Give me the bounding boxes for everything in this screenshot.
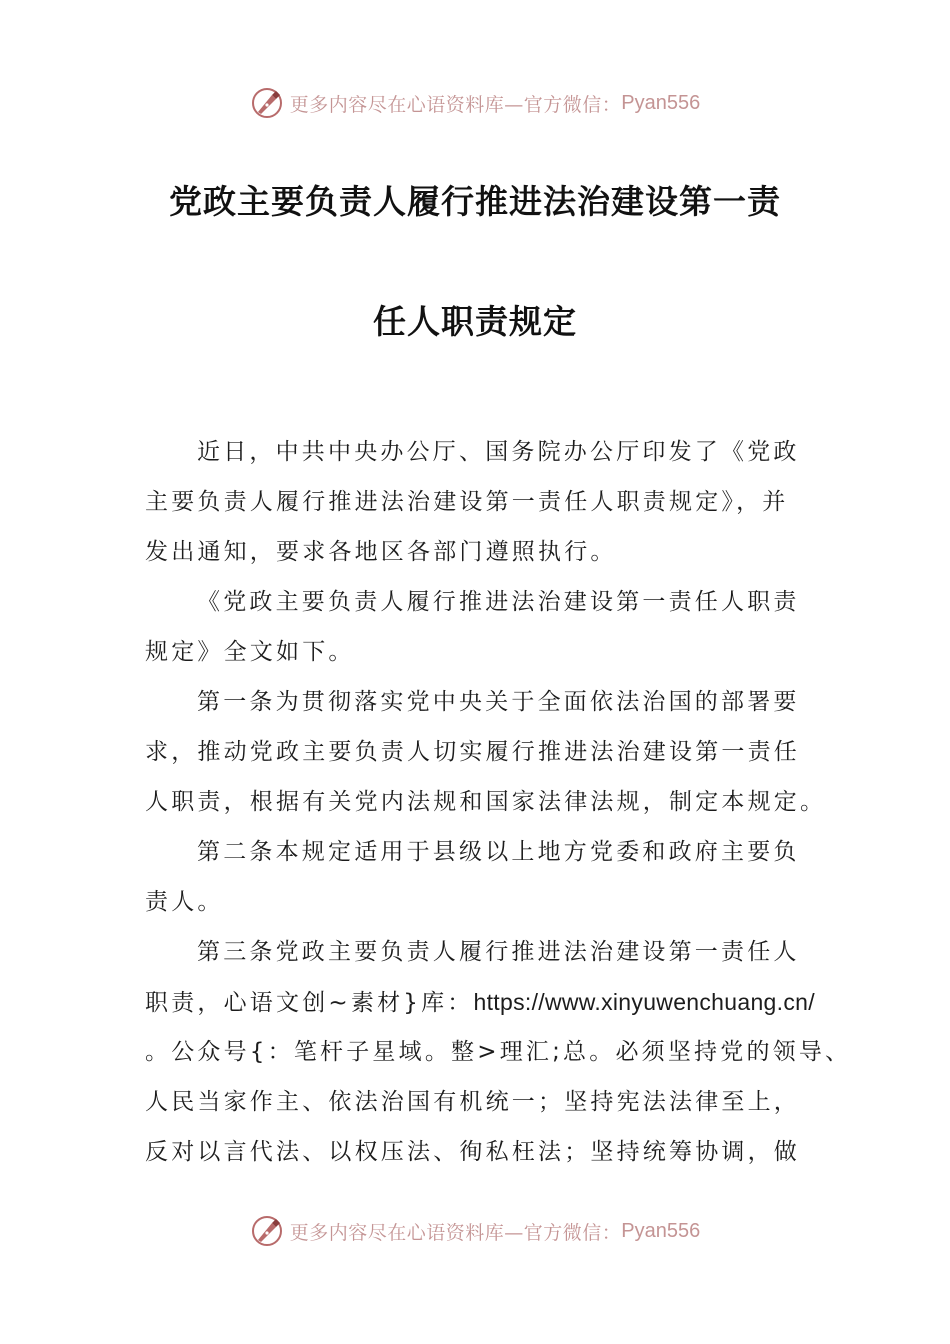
watermark-wechat-id: Pyan556	[621, 91, 701, 114]
body-line-text: 职责，心语文创~素材}库：	[145, 990, 474, 1016]
body-line: 责人。	[145, 889, 224, 915]
watermark-text: 更多内容尽在心语资料库—官方微信：	[289, 1221, 622, 1244]
body-line: 第二条本规定适用于县级以上地方党委和政府主要负	[197, 839, 800, 865]
body-line: 人职责，根据有关党内法规和国家法律法规，制定本规定。	[145, 789, 827, 815]
body-line: 反对以言代法、以权压法、徇私枉法；坚持统筹协调，做	[145, 1139, 800, 1165]
body-line: 第三条党政主要负责人履行推进法治建设第一责任人	[197, 939, 800, 965]
body-line: 第一条为贯彻落实党中央关于全面依法治国的部署要	[197, 689, 800, 715]
body-line-with-url	[145, 977, 825, 1027]
document-title-line-1: 党政主要负责人履行推进法治建设第一责	[169, 182, 781, 221]
pen-nib-logo-icon	[250, 86, 284, 120]
body-line: 发出通知，要求各地区各部门遵照执行。	[145, 539, 617, 565]
document-title-line-2: 任人职责规定	[373, 302, 577, 341]
watermark-text: 更多内容尽在心语资料库—官方微信：	[289, 93, 622, 116]
watermark-banner-top	[0, 80, 950, 126]
body-line: 规定》全文如下。	[145, 639, 355, 665]
body-line: 近日，中共中央办公厅、国务院办公厅印发了《党政	[197, 439, 800, 465]
watermark-banner-bottom	[0, 1208, 950, 1254]
body-line: 《党政主要负责人履行推进法治建设第一责任人职责	[197, 589, 800, 615]
document-body	[145, 427, 852, 1177]
body-line: 求，推动党政主要负责人切实履行推进法治建设第一责任	[145, 739, 800, 765]
website-link[interactable]: https://www.xinyuwenchuang.cn/	[473, 989, 815, 1015]
watermark-wechat-id: Pyan556	[621, 1219, 701, 1242]
body-line: 。公众号{：笔杆子星域。整>理汇;总。必须坚持党的领导、	[145, 1039, 852, 1065]
pen-nib-logo-icon	[250, 1214, 284, 1248]
body-line: 人民当家作主、依法治国有机统一；坚持宪法法律至上，	[145, 1089, 800, 1115]
body-line: 主要负责人履行推进法治建设第一责任人职责规定》，并	[145, 489, 789, 515]
